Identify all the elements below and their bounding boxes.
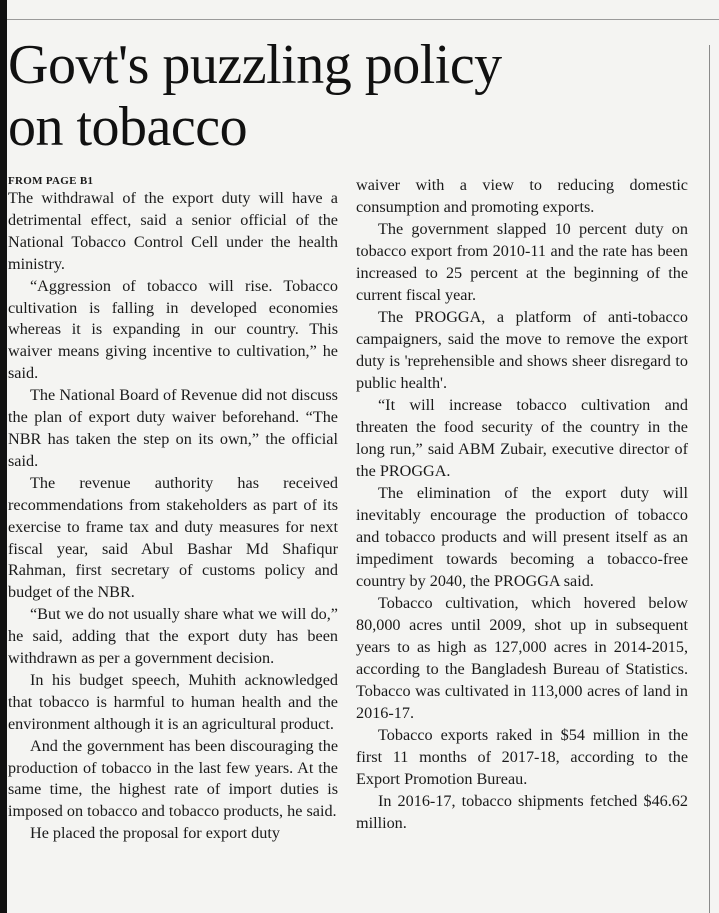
paragraph: The PROGGA, a platform of anti-tobacco campaigners, said the move to remove the export duty is 'reprehensible and shows sheer disregard to public health'. [356,308,688,392]
paragraph: The National Board of Revenue did not discuss the plan of export duty waiver beforehand. “The NBR has taken the step on its own,” the official said. [8,386,338,470]
header-rule [7,19,719,20]
headline-line-1: Govt's puzzling policy [8,34,502,96]
paragraph: He placed the proposal for export duty [30,824,280,843]
paragraph: Tobacco cultivation, which hovered below 80,000 acres until 2009, shot up in subsequent years to as high as 127,000 acres in 2014-2015, according to the Bangladesh Bureau of Statistics. Tobacco was cultivated in 113,000 acres of land in 2016-17. [356,594,688,722]
article-column-right [356,174,688,834]
paragraph: In his budget speech, Muhith acknowledged that tobacco is harmful to human health and the environment although it is an agricultural product. [8,670,338,733]
article-column-left [8,174,338,845]
paragraph: The revenue authority has received recommendations from stakeholders as part of its exercise to frame tax and duty measures for next fiscal year, said Abul Bashar Md Shafiqur Rahman, first secretary of customs policy and budget of the NBR. [8,473,338,602]
paragraph: The government slapped 10 percent duty on tobacco export from 2010-11 and the rate has been increased to 25 percent at the beginning of the current fiscal year. [356,220,688,304]
paragraph: In 2016-17, tobacco shipments fetched $46.62 million. [356,792,688,832]
paragraph: “Aggression of tobacco will rise. Tobacco cultivation is falling in developed economies whereas it is expanding in our country. This waiver means giving incentive to cultivation,” he said. [8,276,338,383]
column-rule [709,45,710,913]
headline-line-2: on tobacco [8,96,248,158]
headline [8,34,502,158]
from-page-label: FROM PAGE B1 [8,175,94,187]
paragraph: “But we do not usually share what we will do,” he said, adding that the export duty has been withdrawn as per a government decision. [8,605,338,668]
paragraph: “It will increase tobacco cultivation and threaten the food security of the country in the long run,” said ABM Zubair, executive director of the PROGGA. [356,396,688,480]
paragraph: The withdrawal of the export duty will have a detrimental effect, said a senior official of the National Tobacco Control Cell under the health ministry. [8,189,338,273]
paragraph: And the government has been discouraging the production of tobacco in the last few years. At the same time, the highest rate of import duties is imposed on tobacco and tobacco products, he said. [8,736,338,821]
page-gutter-bar [0,0,7,913]
paragraph: waiver with a view to reducing domestic consumption and promoting exports. [356,176,688,216]
paragraph: Tobacco exports raked in $54 million in the first 11 months of 2017-18, according to the Export Promotion Bureau. [356,726,688,788]
paragraph: The elimination of the export duty will inevitably encourage the production of tobacco and tobacco products and will present itself as an impediment towards becoming a tobacco-free country by 2040, the PROGGA said. [356,484,688,590]
